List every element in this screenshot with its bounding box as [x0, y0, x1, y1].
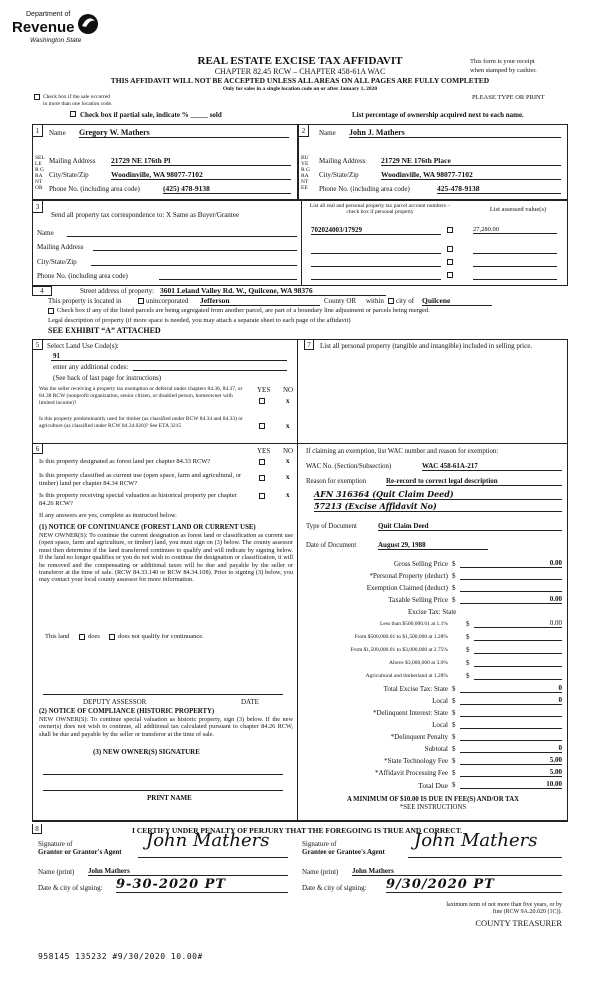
grantee-signature-icon: John Mathers [414, 830, 538, 851]
exemption-intro: If claiming an exemption, list WAC number and reason for exemption: [306, 448, 499, 455]
corr-mail-field[interactable] [93, 242, 297, 251]
personal-property-checkbox[interactable] [447, 272, 453, 278]
q-exemption-yes[interactable] [259, 398, 265, 404]
tier5-label: Agricultural and timberland at 1.28% [365, 673, 448, 679]
form-chapter: CHAPTER 82.45 RCW – CHAPTER 458-61A WAC [214, 67, 386, 76]
segregated-checkbox[interactable] [48, 308, 54, 314]
personal-label: *Personal Property (deduct) [369, 572, 448, 580]
doc-type-label: Type of Document [306, 523, 357, 530]
seller-name-field[interactable]: Gregory W. Mathers [79, 128, 289, 138]
perjury-note-1: laximum term of not more than five years, or by [446, 902, 562, 908]
dollar-sign: $ [452, 769, 456, 777]
corr-city-field[interactable] [91, 257, 297, 266]
personal-property-checkbox[interactable] [447, 259, 453, 265]
see-instructions: *SEE INSTRUCTIONS [399, 804, 467, 811]
delinq-local-label: Local [432, 721, 448, 729]
exempt-label: Exemption Claimed (deduct) [366, 584, 448, 592]
additional-codes-label: enter any additional codes: [53, 363, 129, 371]
corr-name-field[interactable] [67, 228, 297, 237]
grantor-date-field[interactable]: 9-30-2020 PT [116, 877, 288, 893]
exempt-value[interactable] [460, 583, 562, 592]
personal-property-label: List all personal property (tangible and intangible) included in selling price. [320, 342, 533, 350]
reason-label: Reason for exemption [306, 478, 367, 485]
yes-header: YES [257, 386, 271, 394]
grantor-sig-label-2: Grantor or Grantor's Agent [38, 848, 122, 856]
single-use-note: Only for sales in a single location code on or after January 1, 2020 [222, 86, 378, 92]
parcel-number-field[interactable]: 702024003/17929 [311, 226, 441, 235]
seller-section [32, 124, 298, 200]
seller-name-label: Name [49, 129, 66, 137]
delinq-penalty-value[interactable] [460, 732, 562, 741]
print-name-label: PRINT NAME [147, 794, 192, 802]
grantee-signature-field[interactable] [408, 830, 562, 858]
seller-city-field[interactable]: Woodinville, WA 98077-7102 [111, 170, 291, 180]
multi-location-checkbox[interactable] [34, 94, 40, 100]
grantor-date-label: Date & city of signing: [38, 884, 103, 892]
tech-fee-value[interactable]: 5.00 [460, 756, 562, 765]
if-any-note: If any answers are yes, complete as instructed below. [39, 512, 177, 519]
new-owner-signature-line[interactable] [43, 790, 283, 791]
dor-logo [8, 8, 108, 50]
corr-city-label: City/State/Zip [37, 258, 77, 266]
dollar-sign: $ [452, 781, 456, 789]
reason-field[interactable]: Re-record to correct legal description [386, 477, 562, 486]
corr-phone-field[interactable] [159, 271, 297, 280]
designation-section [32, 444, 298, 820]
grantor-signature-field[interactable] [138, 830, 288, 858]
does-not-checkbox[interactable] [109, 634, 115, 640]
buyer-name-label: Name [319, 129, 336, 137]
q-forest-no[interactable]: x [286, 457, 290, 465]
dollar-sign: $ [452, 721, 456, 729]
property-section [32, 286, 568, 340]
land-use-code-line [51, 352, 287, 361]
reason-handwritten-2[interactable]: 57213 (Excise Affidavit No) [314, 501, 562, 512]
grantee-sig-label-2: Grantee or Grantee's Agent [302, 848, 385, 856]
buyer-side-label: BUYER GRANTEE [301, 155, 311, 191]
additional-codes-field[interactable] [133, 362, 287, 371]
grantor-signature-icon: John Mathers [146, 830, 270, 851]
buyer-city-field[interactable]: Woodinville, WA 98077-7102 [381, 170, 561, 180]
dept-line3: Washington State [30, 37, 82, 44]
total-state-value[interactable]: 0 [460, 684, 562, 693]
street-address-field[interactable]: 3601 Leland Valley Rd. W., Quilcene, WA 98376 [160, 286, 386, 296]
dor-emblem-icon [76, 12, 100, 36]
form-title: REAL ESTATE EXCISE TAX AFFIDAVIT [197, 55, 403, 67]
county-treasurer: COUNTY TREASURER [475, 918, 562, 928]
section-number: 1 [33, 125, 43, 137]
buyer-phone-field[interactable]: 425-478-9138 [437, 184, 561, 194]
tier3-value[interactable] [474, 645, 562, 654]
buyer-mail-label: Mailing Address [319, 157, 366, 165]
parcel-number-field[interactable] [311, 245, 441, 254]
gross-value[interactable]: 0.00 [460, 559, 562, 568]
yes-header: YES [257, 447, 271, 455]
personal-property-checkbox[interactable] [447, 246, 453, 252]
section-number: 5 [33, 340, 43, 350]
total-due-value[interactable]: 10.00 [460, 780, 562, 789]
dollar-sign: $ [466, 633, 470, 641]
q-exemption-no[interactable]: x [286, 397, 290, 405]
tier4-value[interactable] [474, 658, 562, 667]
delinq-penalty-label: *Delinquent Penalty [390, 733, 448, 741]
section-number: 4 [32, 286, 52, 296]
city-checkbox[interactable] [388, 298, 394, 304]
taxable-label: Taxable Selling Price [388, 596, 448, 604]
dollar-sign: $ [452, 709, 456, 717]
ownership-note: List percentage of ownership acquired next to each name. [352, 111, 524, 119]
delinq-state-label: *Delinquent Interest: State [372, 709, 448, 717]
buyer-name-field[interactable]: John J. Mathers [349, 128, 561, 138]
dollar-sign: $ [466, 620, 470, 628]
seller-phone-field[interactable]: (425) 478-9138 [163, 184, 291, 194]
notice1-body: NEW OWNER(S): To continue the current designation as forest land or classification as current use (open space, farm and agriculture, or timber) land, you must sign on (3) below. The county assessor must then determine if the land transferred continues to qualify and will indicate by signing below. If the land no longer qualifies or you do not wish to continue the designation or classification, it will be removed and the compensating or additional taxes will be due and payable by the seller or transferor at the time of sale. (RCW 84.33.140 or RCW 84.34.108). Prior to signing (3) below, you may contact your local county assessor for more information. [39, 532, 293, 584]
dollar-sign: $ [452, 584, 456, 592]
notice2-body: NEW OWNER(S): To continue special valuation as historic property, sign (3) below. If the new owner(s) does not wish to continue, all additional tax calculated pursuant to chapter 84.26 RCW, shall be due and payable by the seller or transferor at the time of sale. [39, 716, 293, 738]
notice2-title: (2) NOTICE OF COMPLIANCE (HISTORIC PROPERTY) [39, 708, 215, 715]
seller-mail-field[interactable]: 21729 NE 176th Pl [111, 156, 291, 166]
buyer-phone-label: Phone No. (including area code) [319, 185, 410, 193]
tier2-label: From $500,000.01 to $1,500,000 at 1.28% [354, 634, 448, 640]
unincorporated-label: unincorporated [146, 297, 189, 305]
parcel-header: List all real and personal property tax parcel account numbers – check box if personal property [309, 203, 451, 215]
doc-date-field[interactable]: August 29, 1988 [378, 541, 488, 550]
deputy-date-label: DATE [241, 698, 259, 706]
grantee-date-field[interactable]: 9/30/2020 PT [386, 877, 562, 893]
assessed-value-field[interactable] [473, 271, 557, 280]
dollar-sign: $ [452, 560, 456, 568]
q-historic-yes[interactable] [259, 493, 265, 499]
county-field[interactable]: Jefferson [200, 296, 320, 306]
dollar-sign: $ [466, 672, 470, 680]
tier1-value[interactable]: 0.00 [474, 619, 562, 628]
certification-section [32, 820, 568, 926]
partial-sale-label: Check box if partial sale, indicate % _____ sold [80, 111, 222, 119]
personal-value[interactable] [460, 571, 562, 580]
local-label: Local [432, 697, 448, 705]
parcel-number-field[interactable] [311, 258, 441, 267]
dollar-sign: $ [452, 685, 456, 693]
grantee-sig-label-1: Signature of [302, 840, 337, 848]
seller-city-label: City/State/Zip [49, 171, 89, 179]
corr-mail-label: Mailing Address [37, 243, 84, 251]
dollar-sign: $ [452, 757, 456, 765]
within-label: within [366, 297, 384, 305]
grantee-date-label: Date & city of signing: [302, 884, 367, 892]
q-forest: Is this property designated as forest land per chapter 84.33 RCW? [39, 458, 211, 465]
q-exemption: Was the seller receiving a property tax exemption or deferral under chapters 84.36, 84.37, or 84.38 RCW (nonprofit organization, senior citizen, or disabled person, homeowner with limited income)? [39, 386, 243, 406]
local-value[interactable]: 0 [460, 696, 562, 705]
new-owner-signature-line[interactable] [43, 774, 283, 775]
exhibit-note: SEE EXHIBIT “A” ATTACHED [48, 326, 161, 335]
doc-date-label: Date of Document [306, 542, 357, 549]
taxable-value[interactable]: 0.00 [460, 595, 562, 604]
tier5-value[interactable] [474, 671, 562, 680]
grantor-name-label: Name (print) [38, 868, 75, 876]
land-use-section [32, 340, 298, 444]
no-header: NO [283, 386, 294, 394]
tier1-label: Less than $500,000.01 at 1.1% [380, 621, 448, 627]
delinq-state-value[interactable] [460, 708, 562, 717]
tier2-value[interactable] [474, 632, 562, 641]
corr-name-label: Name [37, 229, 54, 237]
seller-mail-label: Mailing Address [49, 157, 96, 165]
tax-section [298, 444, 568, 820]
personal-property-section [298, 340, 568, 444]
located-label: This property is located in [48, 297, 122, 305]
section-number: 8 [32, 824, 42, 834]
reason-handwritten-1[interactable]: AFN 316364 (Quit Claim Deed) [314, 489, 562, 500]
receipt-note-1: This form is your receipt [470, 58, 535, 65]
cashier-stamp: 958145 135232 #9/30/2020 10.00# [38, 952, 203, 961]
excise-state-label: Excise Tax: State [408, 608, 457, 616]
county-or-label: County OR [324, 297, 357, 305]
grantor-name-field[interactable]: John Mathers [88, 867, 288, 876]
gross-label: Gross Selling Price [393, 560, 448, 568]
deputy-label: DEPUTY ASSESSOR [83, 698, 147, 706]
affidavit-fee-value[interactable]: 5.00 [460, 768, 562, 777]
does-not-label: does not qualify for continuance. [118, 633, 204, 640]
certify-statement: I CERTIFY UNDER PENALTY OF PERJURY THAT THE FOREGOING IS TRUE AND CORRECT. [132, 826, 463, 835]
doc-type-field[interactable]: Quit Claim Deed [378, 522, 562, 531]
city-of-label: city of [396, 297, 415, 305]
street-label: Street address of property: [80, 287, 155, 295]
tier4-label: Above $3,000,000 at 3.0% [389, 660, 448, 666]
land-use-label: Select Land Use Code(s): [47, 342, 119, 350]
q-historic-no[interactable]: x [286, 491, 290, 499]
partial-sale-checkbox[interactable] [70, 111, 76, 117]
seller-phone-label: Phone No. (including area code) [49, 185, 140, 193]
buyer-city-label: City/State/Zip [319, 171, 359, 179]
divider [301, 201, 302, 285]
dept-line2: Revenue [12, 19, 75, 36]
affidavit-fee-label: *Affidavit Processing Fee [375, 769, 448, 777]
delinq-local-value[interactable] [460, 720, 562, 729]
total-due-label: Total Due [418, 781, 448, 790]
multi-location-label-1: Check box if the sale occurred [43, 94, 111, 100]
dept-line1: Department of [26, 11, 71, 18]
assessed-value-field[interactable] [473, 245, 557, 254]
grantor-sig-label-1: Signature of [38, 840, 73, 848]
deputy-signature-line[interactable] [43, 694, 283, 695]
receipt-note-2: when stamped by cashier. [470, 67, 537, 74]
section-number: 6 [33, 444, 43, 454]
city-field[interactable]: Quilcene [422, 296, 492, 306]
total-state-label: Total Excise Tax: State [383, 685, 448, 693]
dollar-sign: $ [452, 572, 456, 580]
new-owner-signature-label: (3) NEW OWNER(S) SIGNATURE [93, 748, 200, 756]
q-historic: Is this property receiving special valuation as historical property per chapter 84.26 RCW? [39, 492, 237, 507]
parcel-number-field[interactable] [311, 271, 441, 280]
tier3-label: From $1,500,000.01 to $3,000,000 at 2.75% [350, 647, 448, 653]
subtotal-value[interactable]: 0 [460, 744, 562, 753]
wac-label: WAC No. (Section/Subsection) [306, 463, 392, 470]
grantee-name-field[interactable]: John Mathers [352, 867, 562, 876]
subtotal-label: Subtotal [424, 745, 448, 753]
grantee-name-label: Name (print) [302, 868, 339, 876]
does-label: does [88, 633, 100, 640]
dollar-sign: $ [452, 697, 456, 705]
q-forest-yes[interactable] [259, 459, 265, 465]
assessed-value-field[interactable]: 27,280.00 [473, 226, 557, 234]
multi-location-label-2: in more than one location code. [43, 101, 113, 107]
assessed-header: List assessed value(s) [489, 206, 547, 213]
no-header: NO [283, 447, 294, 455]
land-use-code-field[interactable]: 91 [53, 352, 60, 360]
section-number: 2 [299, 125, 309, 137]
q-timber: Is this property predominantly used for timber (as classified under RCW 84.34 and 84.33) or agriculture (as classified under RCW 84.34.020)? See ETA 3215 [39, 416, 243, 429]
seller-side-label: SELLER GRANTOR [35, 155, 45, 191]
q-current-use-no[interactable]: x [286, 473, 290, 481]
correspondence-label: Send all property tax correspondence to: X Same as Buyer/Grantee [51, 211, 239, 219]
corr-phone-label: Phone No. (including area code) [37, 272, 128, 280]
wac-field[interactable]: WAC 458-61A-217 [422, 462, 562, 471]
q-current-use-yes[interactable] [259, 475, 265, 481]
assessed-value-field[interactable] [473, 258, 557, 267]
correspondence-section [32, 200, 568, 286]
legal-description-label: Legal description of property (if more space is needed, you may attach a separate sheet to each page of the affidavit) [48, 317, 351, 324]
buyer-mail-field[interactable]: 21729 NE 176th Place [381, 156, 561, 166]
dollar-sign: $ [452, 596, 456, 604]
notice1-title: (1) NOTICE OF CONTINUANCE (FOREST LAND OR CURRENT USE) [39, 524, 256, 531]
section-number: 7 [304, 340, 314, 350]
dollar-sign: $ [466, 659, 470, 667]
dollar-sign: $ [466, 646, 470, 654]
see-back-label: (See back of last page for instructions) [53, 374, 162, 382]
personal-property-checkbox[interactable] [447, 227, 453, 233]
tech-fee-label: *State Technology Fee [384, 757, 448, 765]
please-type: PLEASE TYPE OR PRINT [472, 94, 545, 101]
buyer-section [298, 124, 568, 200]
segregated-label: Check box if any of the listed parcels are being segregated from another parcel, are part of a boundary line adjustment or parcels being merged. [57, 307, 430, 314]
q-timber-yes[interactable] [259, 423, 265, 429]
q-current-use: Is this property classified as current use (open space, farm and agricultural, or timber) land per chapter 84.34 RCW? [39, 472, 242, 487]
section-number: 3 [33, 201, 43, 213]
form-warning: THIS AFFIDAVIT WILL NOT BE ACCEPTED UNLESS ALL AREAS ON ALL PAGES ARE FULLY COMPLETED [110, 76, 490, 85]
minimum-note: A MINIMUM OF $10.00 IS DUE IN FEE(S) AND/OR TAX [346, 796, 520, 803]
does-checkbox[interactable] [79, 634, 85, 640]
dollar-sign: $ [452, 733, 456, 741]
dollar-sign: $ [452, 745, 456, 753]
perjury-note-2: fine (RCW 9A.20.020 (1C)). [492, 909, 562, 915]
unincorporated-checkbox[interactable] [138, 298, 144, 304]
q-timber-no[interactable]: x [286, 422, 290, 430]
this-land-label: This land [45, 633, 70, 640]
